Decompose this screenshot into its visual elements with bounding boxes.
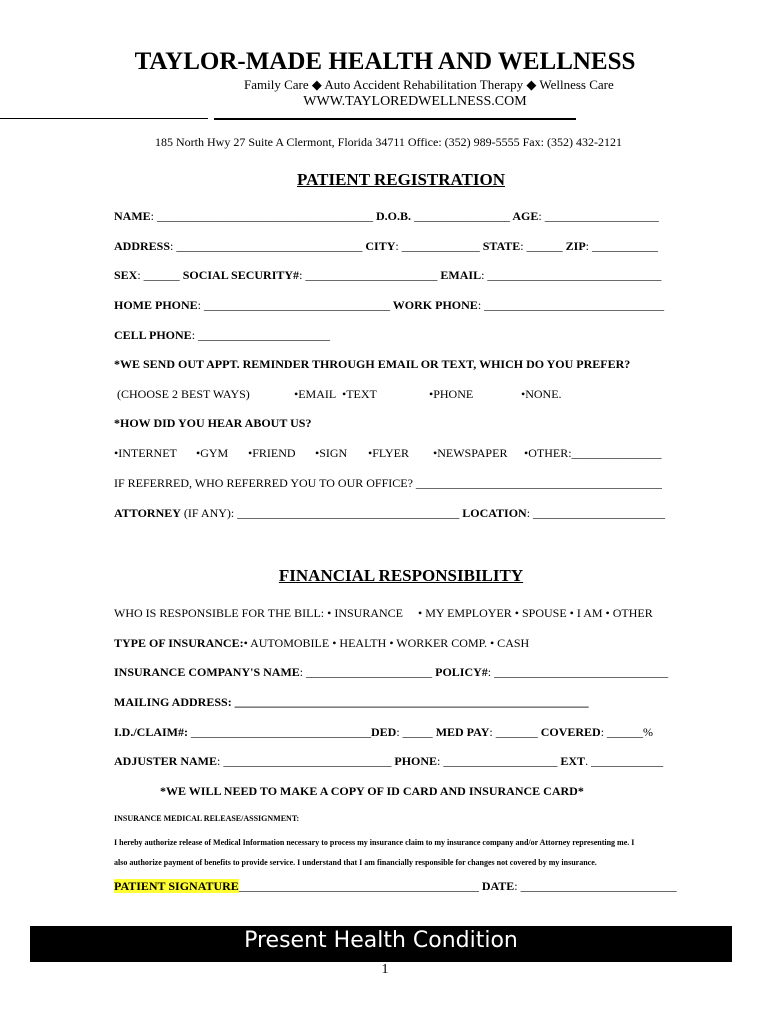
adjuster-phone-label: PHONE: [391, 754, 438, 768]
insurance-type-automobile[interactable]: • AUTOMOBILE: [243, 636, 330, 650]
page-title: TAYLOR-MADE HEALTH AND WELLNESS: [134, 48, 636, 75]
registration-heading: PATIENT REGISTRATION: [297, 170, 505, 189]
cell-phone-row: [114, 328, 330, 343]
cell-phone-label: CELL PHONE: [114, 328, 192, 342]
address-row: [114, 239, 658, 254]
release-text-line-2: also authorize payment of benefits to provide service. I understand that I am financially responsible for changes not covered by my insurance.: [114, 858, 597, 867]
attorney-field[interactable]: _____________________________________: [237, 506, 460, 520]
insurance-company-label: INSURANCE COMPANY'S NAME: [114, 665, 300, 679]
insurance-company-field[interactable]: : _____________________: [299, 665, 433, 679]
work-phone-field[interactable]: : ______________________________: [477, 298, 665, 312]
reminder-instruction: (CHOOSE 2 BEST WAYS): [117, 387, 250, 401]
responsible-option-employer[interactable]: • MY EMPLOYER: [418, 606, 512, 620]
adjuster-phone-field[interactable]: : ___________________: [437, 754, 558, 768]
age-label: AGE: [510, 209, 539, 223]
covered-field[interactable]: : ______%: [600, 725, 654, 739]
city-label: CITY: [362, 239, 396, 253]
reminder-option-email[interactable]: •EMAIL: [294, 387, 337, 401]
location-field[interactable]: : ______________________: [526, 506, 666, 520]
responsible-option-spouse[interactable]: • SPOUSE: [514, 606, 567, 620]
work-phone-label: WORK PHONE: [390, 298, 478, 312]
med-pay-label: MED PAY: [432, 725, 490, 739]
responsible-label: WHO IS RESPONSIBLE FOR THE BILL:: [114, 606, 325, 620]
copy-notice: *WE WILL NEED TO MAKE A COPY OF ID CARD AND INSURANCE CARD*: [160, 784, 584, 798]
ded-field[interactable]: : _____: [396, 725, 433, 739]
attorney-label: ATTORNEY: [114, 506, 181, 520]
referred-field[interactable]: IF REFERRED, WHO REFERRED YOU TO OUR OFFICE? _________________________________________: [114, 476, 662, 490]
hear-option-friend[interactable]: •FRIEND: [248, 446, 296, 460]
ext-field[interactable]: . ____________: [585, 754, 664, 768]
email-label: EMAIL: [437, 268, 482, 282]
office-address: 185 North Hwy 27 Suite A Clermont, Florida 34711 Office: (352) 989-5555 Fax: (352) 432-2121: [155, 135, 622, 149]
hear-option-newspaper[interactable]: •NEWSPAPER: [433, 446, 508, 460]
attorney-note: (IF ANY):: [180, 506, 238, 520]
zip-field[interactable]: : ___________: [585, 239, 658, 253]
policy-field[interactable]: : _____________________________: [487, 665, 669, 679]
location-label: LOCATION: [459, 506, 527, 520]
signature-row: [114, 879, 677, 894]
signature-label: PATIENT SIGNATURE: [114, 879, 239, 893]
phone-row: [114, 298, 664, 313]
hear-option-internet[interactable]: •INTERNET: [114, 446, 177, 460]
policy-label: POLICY#: [432, 665, 488, 679]
services-subtitle: Family Care ◆ Auto Accident Rehabilitation Therapy ◆ Wellness Care: [244, 77, 614, 92]
insurance-type-cash[interactable]: • CASH: [489, 636, 530, 650]
med-pay-field[interactable]: : _______: [489, 725, 538, 739]
financial-heading: FINANCIAL RESPONSIBILITY: [278, 566, 524, 585]
cell-phone-field[interactable]: : ______________________: [191, 328, 331, 342]
dob-label: D.O.B.: [373, 209, 412, 223]
reminder-option-phone[interactable]: •PHONE: [429, 387, 474, 401]
page-number: 1: [381, 962, 389, 977]
adjuster-row: [114, 754, 663, 769]
state-field[interactable]: : ______: [520, 239, 563, 253]
zip-label: ZIP: [562, 239, 586, 253]
address-field[interactable]: : _______________________________: [170, 239, 363, 253]
claim-field[interactable]: ______________________________: [188, 725, 371, 739]
responsible-option-other[interactable]: • OTHER: [605, 606, 653, 620]
ssn-label: SOCIAL SECURITY#: [179, 268, 300, 282]
insurance-type-label: TYPE OF INSURANCE:: [114, 636, 244, 650]
sex-ssn-email-row: [114, 268, 661, 283]
email-field[interactable]: : _____________________________: [481, 268, 662, 282]
responsible-option-self[interactable]: • I AM: [569, 606, 603, 620]
insurance-type-health[interactable]: • HEALTH: [332, 636, 387, 650]
city-field[interactable]: : _____________: [395, 239, 480, 253]
covered-label: COVERED: [537, 725, 601, 739]
responsible-row: [114, 606, 653, 621]
reminder-option-none[interactable]: •NONE.: [521, 387, 562, 401]
address-label: ADDRESS: [114, 239, 171, 253]
ded-label: DED: [371, 725, 397, 739]
sex-label: SEX: [114, 268, 138, 282]
date-label: DATE: [478, 879, 515, 893]
hear-option-sign[interactable]: •SIGN: [315, 446, 348, 460]
website-url[interactable]: WWW.TAYLOREDWELLNESS.COM: [303, 94, 527, 109]
insurance-type-row: [114, 636, 529, 651]
release-text-line-1: I hereby authorize release of Medical Information necessary to process my insurance claim to my insurance company and/or Attorney representing me. I: [114, 838, 635, 847]
hear-option-gym[interactable]: •GYM: [196, 446, 229, 460]
age-field[interactable]: : ___________________: [538, 209, 659, 223]
name-field[interactable]: : ____________________________________: [150, 209, 374, 223]
signature-field[interactable]: ________________________________________: [238, 879, 479, 893]
reminder-question: *WE SEND OUT APPT. REMINDER THROUGH EMAIL OR TEXT, WHICH DO YOU PREFER?: [114, 357, 631, 371]
ext-label: EXT: [557, 754, 586, 768]
hear-option-flyer[interactable]: •FLYER: [368, 446, 410, 460]
reminder-option-text[interactable]: •TEXT: [342, 387, 377, 401]
insurance-type-worker-comp[interactable]: • WORKER COMP.: [389, 636, 487, 650]
name-row: [114, 209, 659, 224]
sex-field[interactable]: : ______: [137, 268, 180, 282]
state-label: STATE: [479, 239, 521, 253]
date-field[interactable]: : __________________________: [514, 879, 677, 893]
release-heading: INSURANCE MEDICAL RELEASE/ASSIGNMENT:: [114, 814, 300, 823]
hear-option-other[interactable]: •OTHER:_______________: [524, 446, 662, 460]
attorney-row: [114, 506, 665, 521]
responsible-option-insurance[interactable]: • INSURANCE: [327, 606, 403, 620]
section-banner: [30, 926, 732, 962]
mailing-address-field[interactable]: MAILING ADDRESS: ___________________________________________________________: [114, 695, 589, 709]
dob-field[interactable]: ________________: [411, 209, 511, 223]
claim-row: [114, 725, 653, 740]
adjuster-label: ADJUSTER NAME: [114, 754, 218, 768]
insurance-company-row: [114, 665, 668, 680]
adjuster-field[interactable]: : ____________________________: [217, 754, 392, 768]
header-rule-left: [0, 118, 208, 119]
section-banner-title: Present Health Condition: [244, 928, 518, 953]
hear-question: *HOW DID YOU HEAR ABOUT US?: [114, 416, 312, 430]
ssn-field[interactable]: : ______________________: [299, 268, 438, 282]
claim-label: I.D./CLAIM#:: [114, 725, 188, 739]
name-label: NAME: [114, 209, 151, 223]
home-phone-field[interactable]: : _______________________________: [197, 298, 391, 312]
home-phone-label: HOME PHONE: [114, 298, 198, 312]
header-rule-right: [214, 118, 576, 120]
